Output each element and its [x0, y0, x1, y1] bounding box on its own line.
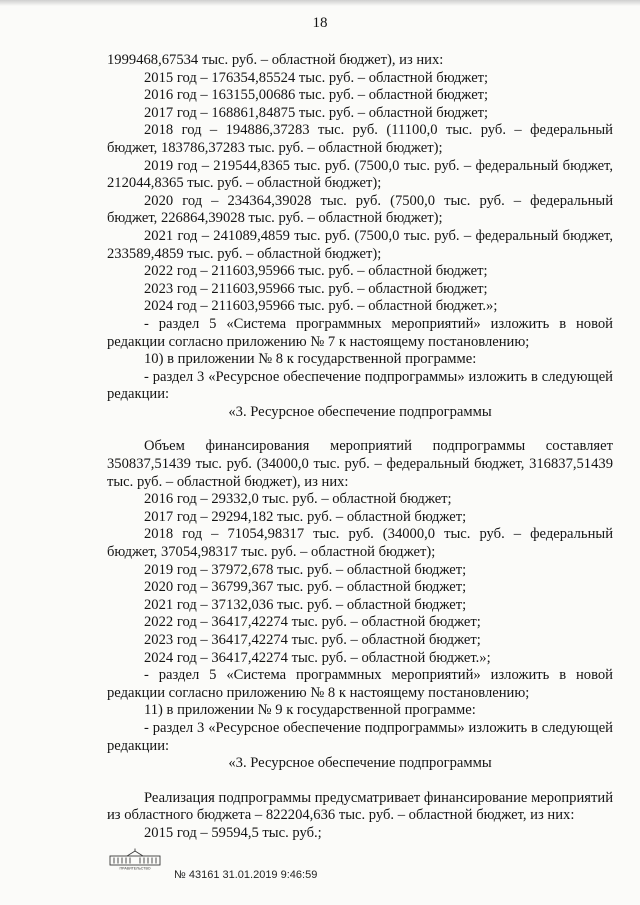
- item10-year-2024: 2024 год – 36417,42274 тыс. руб. – областной бюджет.»;: [144, 649, 491, 666]
- item10-section-title: «3. Ресурсное обеспечение подпрограммы: [228, 403, 492, 420]
- section1-year-2020: 2020 год – 234364,39028 тыс. руб. (7500,0 тыс. руб. – федеральный бюджет, 226864,39028 тыс. руб. – областной бюджет);: [107, 192, 613, 227]
- section1-year-2021: 2021 год – 241089,4859 тыс. руб. (7500,0 тыс. руб. – федеральный бюджет, 233589,4859 тыс. руб. – областной бюджет);: [107, 227, 613, 262]
- logo-caption: ПРАВИТЕЛЬСТВО: [119, 866, 151, 870]
- item10-year-2022: 2022 год – 36417,42274 тыс. руб. – областной бюджет;: [144, 614, 481, 631]
- section1-intro-tail: 1999468,67534 тыс. руб. – областной бюджет), из них:: [107, 52, 444, 68]
- item10-year-2023: 2023 год – 36417,42274 тыс. руб. – областной бюджет;: [144, 632, 481, 648]
- section1-year-2016: 2016 год – 163155,00686 тыс. руб. – областной бюджет;: [144, 87, 489, 104]
- item11-section-title: «3. Ресурсное обеспечение подпрограммы: [228, 755, 492, 772]
- item10-year-2019: 2019 год – 37972,678 тыс. руб. – областной бюджет;: [144, 561, 467, 578]
- section1-year-2015: 2015 год – 176354,85524 тыс. руб. – областной бюджет;: [144, 69, 489, 86]
- item10-year-2020: 2020 год – 36799,367 тыс. руб. – областной бюджет;: [144, 579, 467, 596]
- section1-year-2017: 2017 год – 168861,84875 тыс. руб. – областной бюджет;: [144, 104, 489, 121]
- item10-heading: 10) в приложении № 8 к государственной программе:: [144, 351, 477, 368]
- item10-section5-change: - раздел 5 «Система программных мероприятий» изложить в новой редакции согласно приложению № 8 к настоящему постановлению;: [107, 667, 613, 701]
- spacer: [107, 421, 613, 438]
- section1-year-2023: 2023 год – 211603,95966 тыс. руб. – областной бюджет;: [144, 280, 488, 297]
- section1-section5-change: - раздел 5 «Система программных мероприятий» изложить в новой редакции согласно приложению № 7 к настоящему постановлению;: [107, 315, 613, 350]
- item10-volume-text: Объем финансирования мероприятий подпрограммы составляет 350837,51439 тыс. руб. (34000,0 тыс. руб. – федеральный бюджет, 316837,51439 тыс. руб. – областной бюджет), из них:: [107, 438, 613, 490]
- item11-year-2015: 2015 год – 59594,5 тыс. руб.;: [144, 824, 322, 841]
- registration-stamp: № 43161 31.01.2019 9:46:59: [174, 869, 318, 881]
- section1-year-2018: 2018 год – 194886,37283 тыс. руб. (11100,0 тыс. руб. – федеральный бюджет, 183786,37283 тыс. руб. – областной бюджет);: [107, 122, 613, 156]
- item10-year-2017: 2017 год – 29294,182 тыс. руб. – областной бюджет;: [144, 508, 467, 525]
- item11-instruction: - раздел 3 «Ресурсное обеспечение подпрограммы» изложить в следующей редакции:: [107, 719, 613, 754]
- document-body: [107, 52, 613, 843]
- item11-heading: 11) в приложении № 9 к государственной программе:: [144, 702, 476, 719]
- item10-year-2021: 2021 год – 37132,036 тыс. руб. – областной бюджет;: [144, 596, 467, 613]
- scan-top-edge: [0, 0, 640, 6]
- item10-year-2018: 2018 год – 71054,98317 тыс. руб. (34000,0 тыс. руб. – федеральный бюджет, 37054,98317 тыс. руб. – областной бюджет);: [107, 526, 613, 561]
- section1-year-2022: 2022 год – 211603,95966 тыс. руб. – областной бюджет;: [144, 263, 488, 280]
- page-number: 18: [312, 15, 328, 31]
- section1-year-2019: 2019 год – 219544,8365 тыс. руб. (7500,0 тыс. руб. – федеральный бюджет, 212044,8365 тыс. руб. – областной бюджет);: [107, 157, 613, 192]
- item10-year-2016: 2016 год – 29332,0 тыс. руб. – областной бюджет;: [144, 491, 452, 508]
- spacer: [107, 773, 613, 790]
- item10-instruction: - раздел 3 «Ресурсное обеспечение подпрограммы» изложить в следующей редакции:: [107, 368, 613, 403]
- section1-year-2024: 2024 год – 211603,95966 тыс. руб. – областной бюджет.»;: [144, 298, 498, 315]
- item11-realization-text: Реализация подпрограммы предусматривает финансирование мероприятий из областного бюджета – 822204,636 тыс. руб. – областной бюджет, из них:: [107, 789, 613, 824]
- building-icon: [109, 848, 161, 870]
- government-building-logo: [109, 848, 161, 870]
